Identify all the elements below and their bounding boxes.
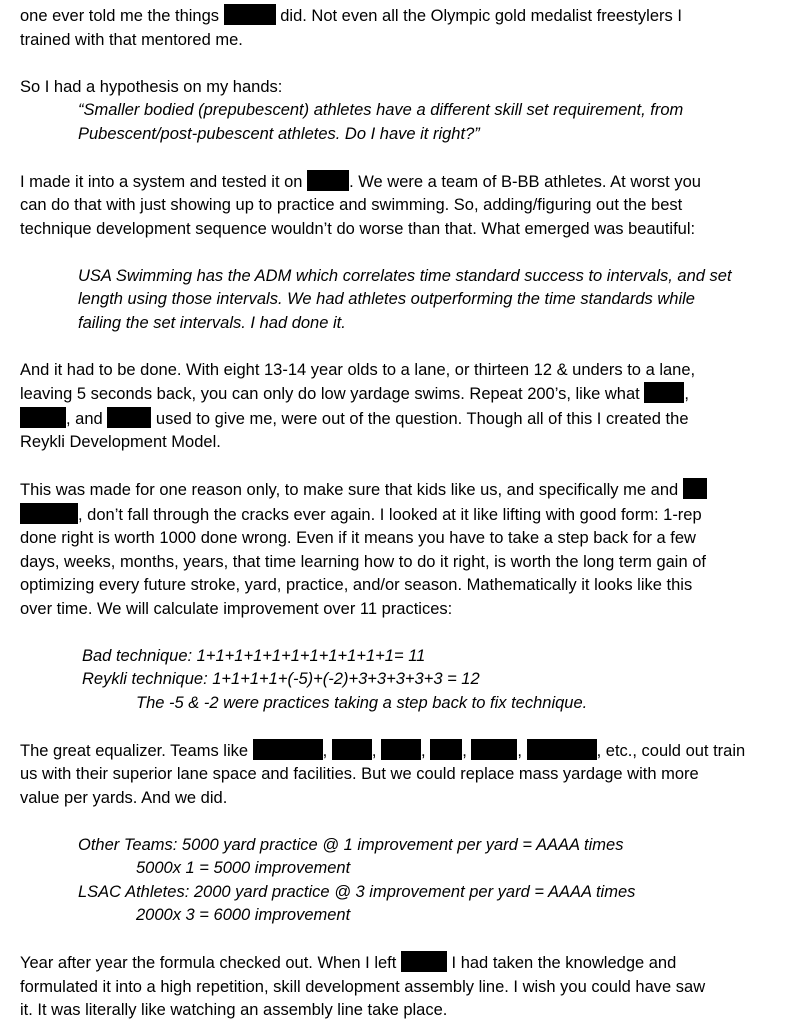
text: USA Swimming has the ADM which correlates time standard success to intervals, and set [78,266,732,285]
text: The -5 & -2 were practices taking a step back to fix technique. [136,693,588,712]
text: , [322,741,328,760]
paragraph-equalizer [20,739,800,811]
yardage-formula [20,881,800,905]
bad-technique-formula: Bad technique: 1+1+1+1+1+1+1+1+1+1+1= 11 [82,646,426,665]
text: used to give me, were out of the question. Though all of this I created the [155,409,689,428]
text: , and [66,409,103,428]
text: technique development sequence wouldn’t do worse than that. What emerged was beautiful: [20,219,696,238]
yardage-formula-result [20,904,800,928]
paragraph-hypothesis [20,76,800,100]
text: can do that with just showing up to practice and swimming. So, adding/figuring out the best [20,196,683,214]
text: LSAC Athletes: 2000 yard practice @ 3 improvement per yard = AAAA times [78,882,636,901]
text: I had taken the knowledge and [451,954,677,972]
text: Reykli Development Model. [20,433,221,451]
text: value per yards. And we did. [20,788,228,807]
yardage-formula [20,834,800,858]
text: , etc., could out train [596,741,746,760]
technique-formula [20,645,800,692]
text: done right is worth 1000 done wrong. Even if it means you have to take a step back for a few [20,529,696,547]
text: So I had a hypothesis on my hands: [20,77,283,96]
redaction-box [527,739,597,760]
redaction-box [401,951,447,972]
formula-note [20,692,800,716]
redaction-box [332,739,372,760]
text: And it had to be done. With eight 13-14 year olds to a lane, or thirteen 12 & unders to a lane, [20,360,696,379]
redaction-box [644,382,684,403]
text: over time. We will calculate improvement over 11 practices: [20,599,453,618]
redaction-box [307,170,349,191]
text: , [517,741,523,760]
text: Pubescent/post-pubescent athletes. Do I have it right?” [78,124,480,143]
reykli-technique-formula: Reykli technique: 1+1+1+1+(-5)+(-2)+3+3+3+3+3 = 12 [82,670,480,688]
paragraph-system [20,170,800,242]
yardage-formula-result [20,857,800,881]
text: failing the set intervals. I had done it. [78,313,346,332]
redaction-box [471,739,517,760]
redaction-box [253,739,323,760]
text: “Smaller bodied (prepubescent) athletes have a different skill set requirement, from [78,101,684,119]
text: days, weeks, months, years, that time learning how to do it right, is worth the long term gain of [20,552,706,571]
text: I made it into a system and tested it on [20,172,303,191]
text: . We were a team of B-BB athletes. At worst you [349,172,701,191]
paragraph-conclusion [20,951,800,1023]
text: This was made for one reason only, to make sure that kids like us, and specifically me and [20,481,679,499]
text: one ever told me the things [20,7,220,25]
paragraph-1 [20,4,800,52]
text: formulated it into a high repetition, skill development assembly line. I wish you could have saw [20,977,706,996]
redaction-box [381,739,421,760]
text: optimizing every future stroke, yard, practice, and/or season. Mathematically it looks like this [20,576,693,594]
redaction-box [107,407,151,428]
redaction-box [224,4,276,25]
text: leaving 5 seconds back, you can only do low yardage swims. Repeat 200’s, like what [20,385,640,403]
adm-quote [20,265,800,336]
text: length using those intervals. We had athletes outperforming the time standards while [78,290,695,308]
text: it. It was literally like watching an assembly line take place. [20,1001,448,1019]
text: trained with that mentored me. [20,30,243,49]
paragraph-development-model [20,359,800,455]
paragraph-purpose [20,478,800,621]
text: us with their superior lane space and facilities. But we could replace mass yardage with more [20,765,699,783]
text: , don’t fall through the cracks ever again. I looked at it like lifting with good form: 1-rep [78,505,702,524]
text: Other Teams: 5000 yard practice @ 1 improvement per yard = AAAA times [78,835,624,854]
redaction-box [20,407,66,428]
text: , [371,741,377,760]
document-page [20,4,800,1023]
redaction-box [683,478,707,499]
text: , [462,741,467,760]
redaction-box [430,739,462,760]
text: 2000x 3 = 6000 improvement [136,906,351,924]
hypothesis-quote [20,99,800,146]
text: , [684,385,689,403]
text: did. Not even all the Olympic gold medalist freestylers I [280,7,682,25]
text: Year after year the formula checked out. When I left [20,954,397,972]
text: 5000x 1 = 5000 improvement [136,859,351,877]
text: The great equalizer. Teams like [20,741,249,760]
text: , [421,741,426,760]
redaction-box [20,503,78,524]
